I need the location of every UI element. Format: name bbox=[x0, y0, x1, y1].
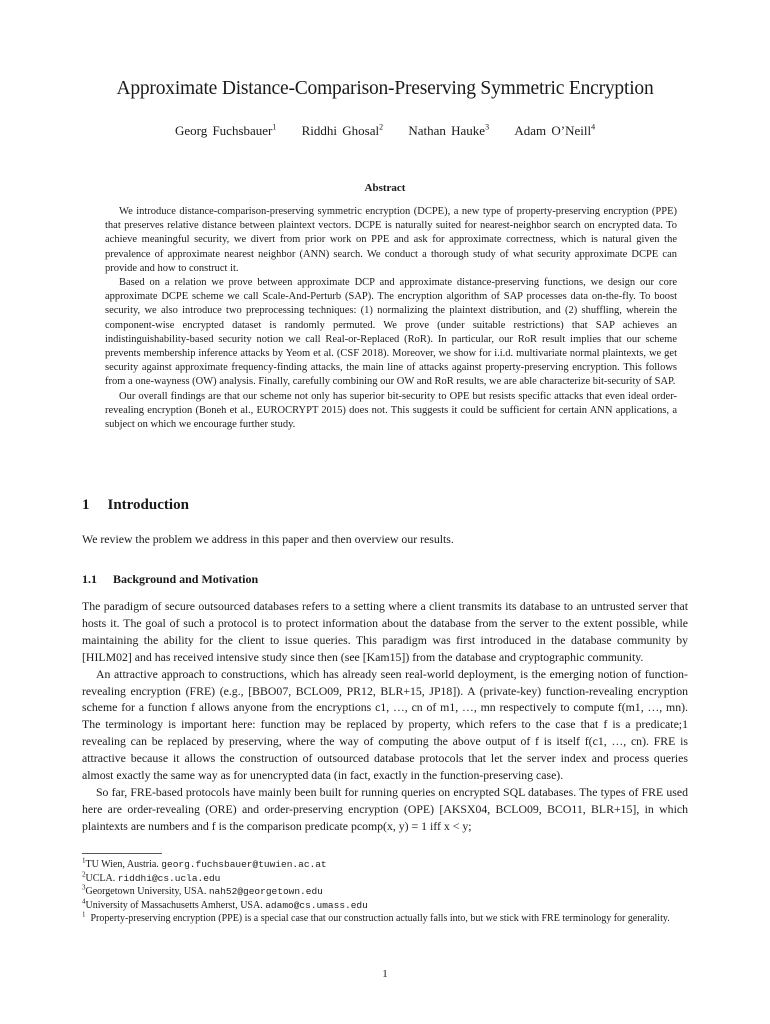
email-link[interactable]: georg.fuchsbauer@tuwien.ac.at bbox=[161, 859, 327, 870]
affiliation-footnote: $^3$Georgetown University, USA. nah52@georgetown.edu bbox=[82, 883, 323, 898]
author: Adam O’Neill$^4$ bbox=[514, 122, 596, 138]
author: Georg Fuchsbauer$^1$ bbox=[174, 122, 277, 138]
footnote-divider bbox=[82, 853, 162, 854]
body-paragraph: The paradigm of secure outsourced databases refers to a setting where a client transmits its database to an untrusted server that hosts it. The goal of such a protocol is to protect information about the database from the server to the extent possible, while maintaining the ability for the client to issue queries. This paradigm was first introduced in the database community by [HILM02] and has received intensive study since then (see [Kam15]) from the database and cryptographic community. bbox=[82, 599, 688, 664]
author-list bbox=[60, 123, 710, 139]
affiliation-footnote: $^2$UCLA. riddhi@cs.ucla.edu bbox=[82, 870, 221, 884]
affiliation-footnote: $^4$University of Massachusetts Amherst, USA. adamo@cs.umass.edu bbox=[82, 897, 368, 911]
text-footnote: $^1$ Property-preserving encryption (PPE) is a special case that our construction actually falls into, but we stick with FRE terminology for generality. bbox=[82, 911, 670, 925]
page-number: 1 bbox=[382, 968, 388, 980]
email-link[interactable]: nah52@georgetown.edu bbox=[208, 886, 323, 898]
body-paragraph: An attractive approach to constructions, which has already seen real-world deployment, is the emerging notion of function-revealing encryption (FRE) (e.g., [BBO07, BCLO09, PR12, BLR+15, JP18]). A (private-key) function-revealing encryption scheme for a function f allows anyone from the encryptions c1, …, cn of m1, …, mn respectively to compute f(m1, …, mn). The terminology is important here: function may be replaced by property, which refers to the case that f is a predicate;1 revealing can be replaced by preserving, where the way of computing the above output of f is itself f(c1, …, cn). FRE is attractive because it allows the construction of outsourced database protocols that let the server index and process queries almost exactly the same way as for unencrypted data (in fact, exactly in the function-preserving case). bbox=[82, 666, 688, 783]
intro-paragraph: We review the problem we address in this paper and then overview our results. bbox=[82, 532, 454, 546]
abstract-paragraph: Our overall findings are that our scheme not only has superior bit-security to OPE but resists specific attacks that even ideal order-revealing encryption (Boneh et al., EUROCRYPT 2015) does not. This suggests it could be sufficient for certain ANN applications, a subject on which we encourage further study. bbox=[105, 390, 677, 431]
paper-title: Approximate Distance-Comparison-Preserving Symmetric Encryption bbox=[116, 78, 654, 99]
email-link[interactable]: adamo@cs.umass.edu bbox=[265, 899, 368, 911]
author: Nathan Hauke$^3$ bbox=[408, 122, 490, 138]
author: Riddhi Ghosal$^2$ bbox=[301, 122, 384, 138]
subsection-number: 1.1 bbox=[82, 572, 97, 586]
abstract-body bbox=[105, 205, 677, 432]
subsection-heading bbox=[82, 572, 258, 587]
section-heading bbox=[82, 497, 189, 514]
section-title: Introduction bbox=[107, 497, 189, 513]
email-link[interactable]: riddhi@cs.ucla.edu bbox=[117, 872, 221, 884]
body-paragraph: So far, FRE-based protocols have mainly been built for running queries on encrypted SQL databases. The types of FRE used here are order-revealing (ORE) and order-preserving encryption (OPE) [AKSX04, BCLO09, BCO11, BLR+15], in which plaintexts are numbers and f is the comparison predicate pcomp(x, y) = 1 iff x < y; bbox=[82, 784, 688, 833]
abstract-paragraph: Based on a relation we prove between approximate DCP and approximate distance-preserving functions, we design our core approximate DCPE scheme we call Scale-And-Perturb (SAP). The encryption algorithm of SAP processes data on-the-fly. To boost security, we also introduce two preprocessing techniques: (1) normalizing the plaintext distribution, and (2) shuffling, wherein the component-wise encrypted dataset is randomly permuted. We prove (under suitable restrictions) that SAP achieves an indistinguishability-based security notion we call Real-or-Replaced (RoR). In particular, our RoR result implies that our scheme prevents membership inference attacks by Yeom et al. (CSF 2018). Moreover, we show for i.i.d. multivariate normal plaintexts, we get security against approximate frequency-finding attacks, the main line of attacks against property-preserving encryption. This follows from a one-wayness (OW) analysis. Finally, carefully combining our OW and RoR results, we are able characterize bit-security of SAP. bbox=[105, 277, 677, 388]
affiliation-footnote: $^1$TU Wien, Austria. georg.fuchsbauer@tuwien.ac.at bbox=[82, 856, 327, 870]
background-body bbox=[82, 598, 688, 835]
section-number: 1 bbox=[82, 497, 90, 513]
footnotes bbox=[82, 858, 688, 926]
abstract-paragraph: We introduce distance-comparison-preserving symmetric encryption (DCPE), a new type of property-preserving encryption (PPE) that preserves relative distance between plaintext vectors. DCPE is naturally suited for nearest-neighbor search on encrypted data. To achieve meaningful security, we divert from prior work on PPE and ask for approximate correctness, which is natural given the prevalence of approximate nearest neighbor (ANN) search. We conduct a thorough study of what security approximate DCPE can provide and how to construct it. bbox=[105, 206, 677, 274]
abstract-heading: Abstract bbox=[364, 182, 406, 194]
subsection-title: Background and Motivation bbox=[113, 572, 259, 586]
